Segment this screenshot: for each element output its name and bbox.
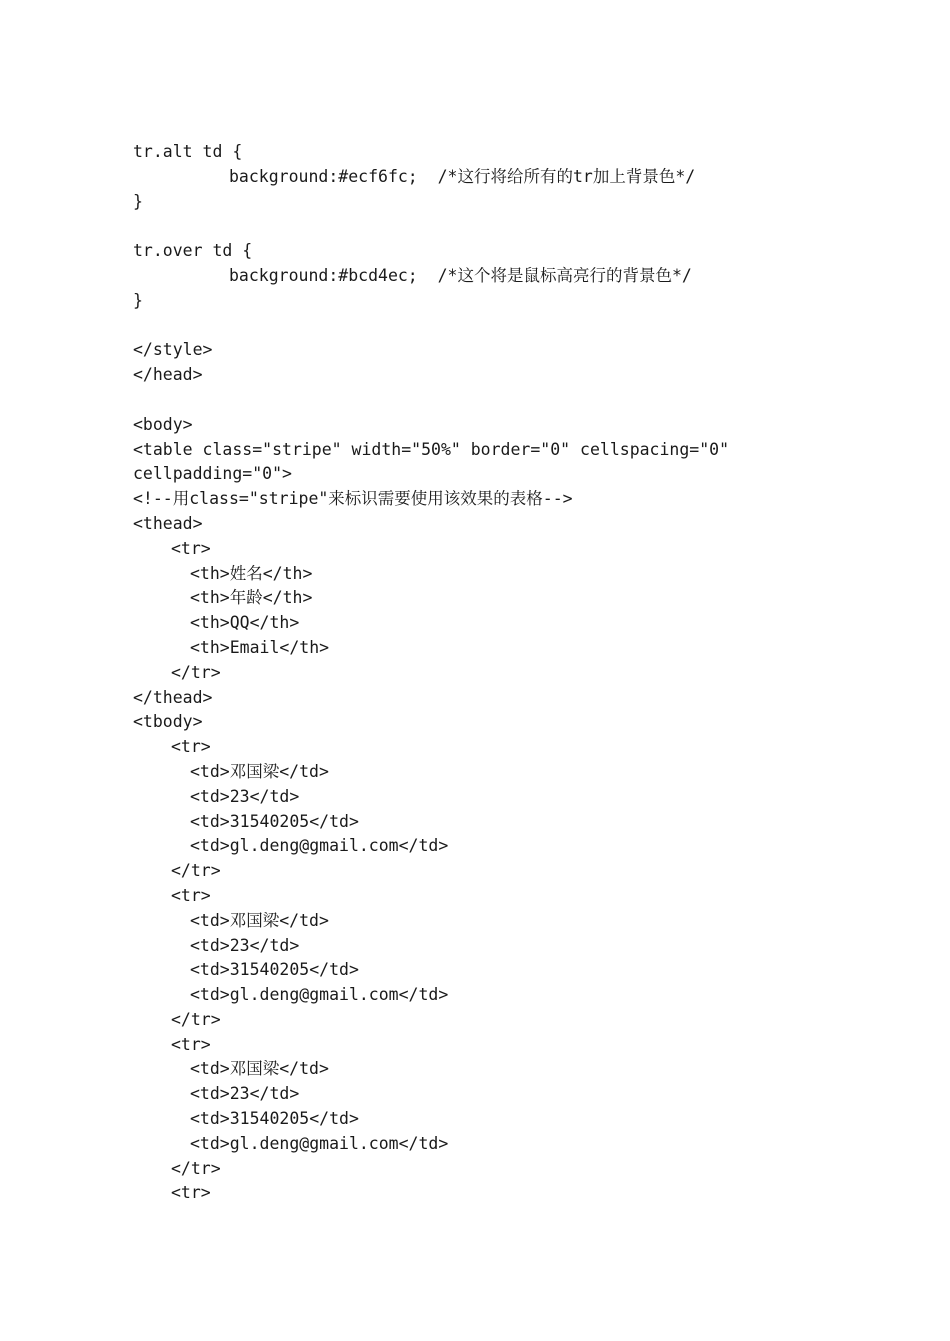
code-line: </tr> [171, 662, 221, 682]
code-line: tr.alt td { [133, 142, 243, 161]
code-block [133, 140, 833, 1206]
code-line: <td>gl.deng@gmail.com</td> [190, 985, 449, 1005]
code-line: <td>23</td> [190, 786, 300, 806]
code-line: <td>31540205</td> [190, 811, 359, 831]
code-line: <td>邓国梁</td> [190, 910, 329, 930]
code-line: <tr> [171, 737, 211, 757]
code-line: <tr> [171, 538, 211, 558]
code-line: cellpadding="0"> [133, 464, 292, 484]
code-line: <td>31540205</td> [190, 1109, 359, 1129]
code-line: </head> [133, 365, 203, 385]
code-line: <tr> [171, 1183, 211, 1203]
code-line: <td>23</td> [190, 935, 300, 955]
code-line: <th>姓名</th> [190, 563, 313, 583]
code-line: } [133, 191, 143, 211]
code-line: </tr> [171, 1009, 221, 1029]
code-line: </thead> [133, 687, 213, 707]
code-line: <thead> [133, 513, 203, 533]
code-line: </tr> [171, 1158, 221, 1178]
code-line: </tr> [171, 861, 221, 881]
code-line: <table class="stripe" width="50%" border="0" cellspacing="0" [133, 439, 730, 459]
code-line: } [133, 290, 143, 310]
code-line: <td>31540205</td> [190, 960, 359, 980]
code-line: <tr> [171, 885, 211, 905]
code-line: </style> [133, 340, 213, 360]
code-line: <tbody> [133, 712, 203, 732]
code-line: <tr> [171, 1034, 211, 1054]
code-line: <th>QQ</th> [190, 613, 300, 633]
blank-line [133, 314, 833, 339]
code-line: background:#bcd4ec; /*这个将是鼠标高亮行的背景色*/ [229, 265, 692, 285]
code-line: <td>gl.deng@gmail.com</td> [190, 1133, 449, 1153]
code-line: <body> [133, 414, 193, 434]
code-line: <!--用class="stripe"来标识需要使用该效果的表格--> [133, 489, 573, 509]
code-line: <td>邓国梁</td> [190, 1059, 329, 1079]
code-line: <th>年龄</th> [190, 588, 313, 608]
code-line: background:#ecf6fc; /*这行将给所有的tr加上背景色*/ [229, 166, 696, 186]
blank-line [133, 388, 833, 413]
footer-watermark [455, 1334, 565, 1341]
code-line: <td>gl.deng@gmail.com</td> [190, 836, 449, 856]
code-line: tr.over td { [133, 241, 253, 261]
blank-line [133, 214, 833, 239]
code-line: <th>Email</th> [190, 637, 330, 657]
code-line: <td>23</td> [190, 1084, 300, 1104]
code-line: <td>邓国梁</td> [190, 761, 329, 781]
